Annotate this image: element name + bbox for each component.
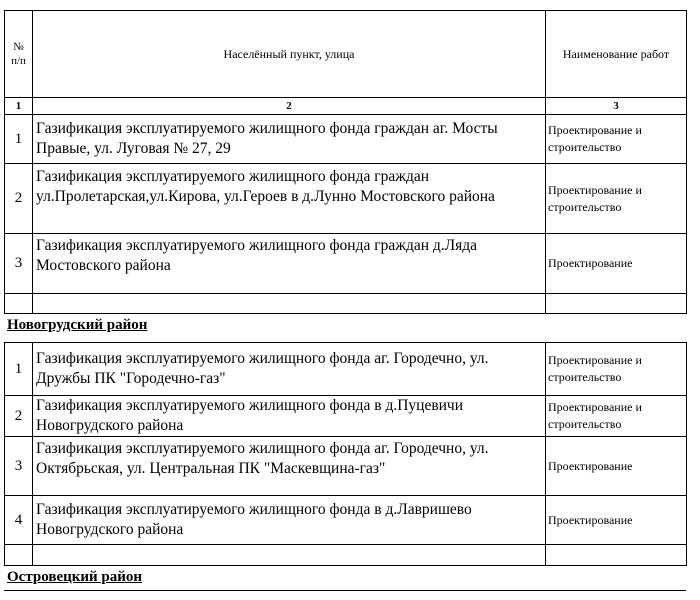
row-title: Газификация эксплуатируемого жилищного фонда аг. Городечно, ул. Октябрьская, ул. Центральная ПК "Маскевщина-газ": [33, 437, 546, 496]
table-index-row: [5, 98, 687, 115]
empty-cell: [33, 545, 546, 566]
row-title: Газификация эксплуатируемого жилищного фонда граждан д.Ляда Мостовского района: [33, 234, 546, 294]
table-empty-row: [5, 294, 687, 314]
district-heading: Островецкий район: [7, 569, 143, 585]
row-title: Газификация эксплуатируемого жилищного фонда граждан аг. Мосты Правые, ул. Луговая № 27, 29: [33, 115, 546, 164]
row-work: Проектирование и строительство: [546, 164, 687, 234]
empty-cell: [546, 545, 687, 566]
table-row: [5, 343, 687, 396]
row-number: 1: [5, 115, 33, 164]
table-row: [5, 234, 687, 294]
index-col-3: 3: [546, 98, 687, 115]
row-title: Газификация эксплуатируемого жилищного фонда граждан ул.Пролетарская,ул.Кирова, ул.Героев в д.Лунно Мостовского района: [33, 164, 546, 234]
row-title: Газификация эксплуатируемого жилищного фонда в д.Лавришево Новогрудского района: [33, 496, 546, 545]
row-work: Проектирование: [546, 234, 687, 294]
row-title: Газификация эксплуатируемого жилищного фонда в д.Пуцевичи Новогрудского района: [33, 396, 546, 437]
header-number-abbr: п/п: [11, 55, 26, 67]
empty-cell: [5, 294, 33, 314]
table-row: [5, 437, 687, 496]
district-heading: Новогрудский район: [7, 317, 148, 333]
works-table-mostovsky: [4, 10, 687, 314]
empty-cell: [546, 294, 687, 314]
index-col-2: 2: [33, 98, 546, 115]
row-number: 1: [5, 343, 33, 396]
row-work: Проектирование и строительство: [546, 396, 687, 437]
header-number-symbol: №: [13, 41, 24, 53]
row-number: 3: [5, 437, 33, 496]
table-header-row: [5, 11, 687, 98]
row-work: Проектирование и строительство: [546, 115, 687, 164]
table-row: [5, 115, 687, 164]
section-divider: [4, 590, 686, 591]
index-col-1: 1: [5, 98, 33, 115]
header-number-cell: [5, 11, 33, 98]
table-empty-row: [5, 545, 687, 566]
row-work: Проектирование: [546, 496, 687, 545]
row-work: Проектирование и строительство: [546, 343, 687, 396]
table-row: [5, 396, 687, 437]
row-number: 2: [5, 164, 33, 234]
header-place: Населённый пункт, улица: [33, 11, 546, 98]
works-table-novogrudok: [4, 342, 687, 566]
table-row: [5, 164, 687, 234]
empty-cell: [5, 545, 33, 566]
empty-cell: [33, 294, 546, 314]
header-work: Наименование работ: [546, 11, 687, 98]
row-number: 2: [5, 396, 33, 437]
row-number: 4: [5, 496, 33, 545]
table-row: [5, 496, 687, 545]
row-title: Газификация эксплуатируемого жилищного фонда аг. Городечно, ул. Дружбы ПК "Городечно-газ": [33, 343, 546, 396]
row-number: 3: [5, 234, 33, 294]
row-work: Проектирование: [546, 437, 687, 496]
